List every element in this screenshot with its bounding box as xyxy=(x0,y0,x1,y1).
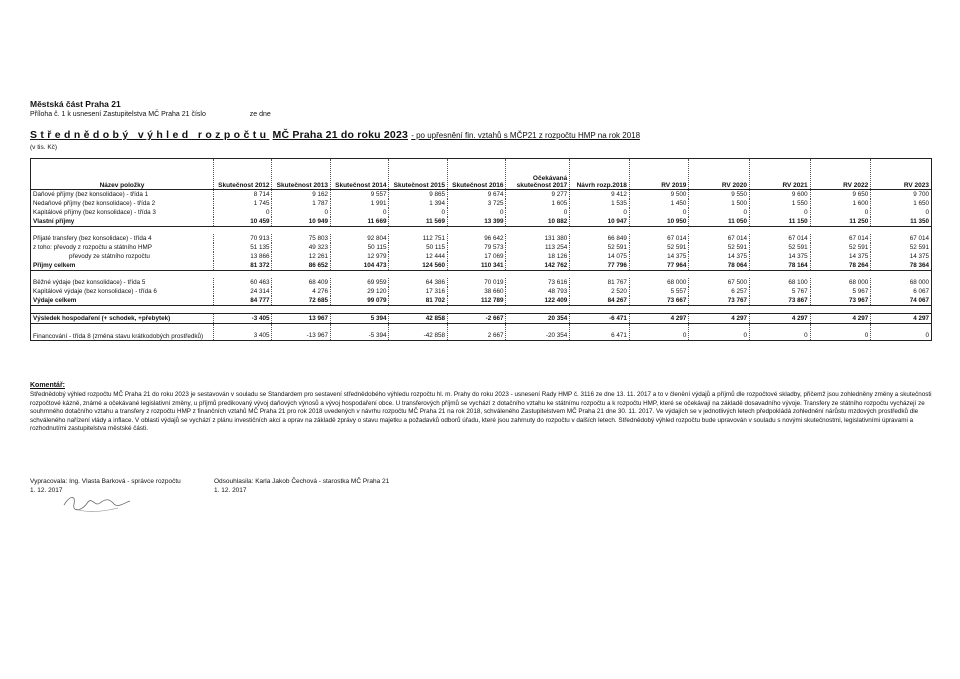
spacer-cell xyxy=(213,306,272,314)
cell-value: 0 xyxy=(871,324,932,341)
table-row xyxy=(31,208,932,217)
spacer-cell xyxy=(629,306,689,314)
cell-value: 52 591 xyxy=(810,243,871,252)
table-row xyxy=(31,199,932,208)
cell-value: 52 591 xyxy=(629,243,689,252)
cell-value: 0 xyxy=(750,324,811,341)
spacer-cell xyxy=(629,271,689,279)
spacer-cell xyxy=(506,271,570,279)
spacer-cell xyxy=(272,306,331,314)
spacer-cell xyxy=(871,227,932,235)
cell-value: 4 297 xyxy=(689,314,750,324)
spacer-cell xyxy=(871,271,932,279)
cell-value: 9 162 xyxy=(272,190,331,200)
cell-value: 12 261 xyxy=(272,252,331,261)
cell-value: 73 767 xyxy=(689,296,750,306)
table-row xyxy=(31,243,932,252)
cell-value: 12 979 xyxy=(330,252,389,261)
cell-value: 1 650 xyxy=(871,199,932,208)
spacer-cell xyxy=(31,306,214,314)
cell-value: 4 276 xyxy=(272,287,331,296)
document-title xyxy=(30,129,640,141)
approved-by-date: 1. 12. 2017 xyxy=(214,487,247,494)
spacer-cell xyxy=(689,227,750,235)
row-label: převody ze státního rozpočtu xyxy=(31,252,214,261)
row-label: Přijaté transfery (bez konsolidace) - třída 4 xyxy=(31,234,214,243)
approved-by-name: Odsouhlasila: Karla Jakob Čechová - starostka MČ Praha 21 xyxy=(214,478,390,485)
spacer-cell xyxy=(750,271,811,279)
cell-value: 73 667 xyxy=(629,296,689,306)
cell-value: 5 394 xyxy=(330,314,389,324)
attachment-suffix: ze dne xyxy=(249,111,271,118)
cell-value: 60 463 xyxy=(213,278,272,287)
cell-value: 104 473 xyxy=(330,261,389,271)
cell-value: 1 450 xyxy=(629,199,689,208)
cell-value: 14 075 xyxy=(570,252,630,261)
column-header: Skutečnost 2012 xyxy=(213,159,272,190)
cell-value: 6 257 xyxy=(689,287,750,296)
spacer-cell xyxy=(31,227,214,235)
cell-value: 9 550 xyxy=(689,190,750,200)
cell-value: 0 xyxy=(689,324,750,341)
cell-value: 68 000 xyxy=(871,278,932,287)
cell-value: 73 967 xyxy=(810,296,871,306)
column-header: RV 2021 xyxy=(750,159,811,190)
cell-value: 38 660 xyxy=(447,287,506,296)
column-header: RV 2019 xyxy=(629,159,689,190)
cell-value: 131 380 xyxy=(506,234,570,243)
cell-value: 96 642 xyxy=(447,234,506,243)
spacer-cell xyxy=(506,306,570,314)
cell-value: 11 669 xyxy=(330,217,389,227)
cell-value: 0 xyxy=(689,208,750,217)
attachment-line xyxy=(30,111,271,118)
cell-value: 10 882 xyxy=(506,217,570,227)
spacer-cell xyxy=(330,271,389,279)
cell-value: 48 793 xyxy=(506,287,570,296)
cell-value: 0 xyxy=(213,208,272,217)
cell-value: 11 350 xyxy=(871,217,932,227)
cell-value: 92 804 xyxy=(330,234,389,243)
cell-value: -6 471 xyxy=(570,314,630,324)
cell-value: 13 399 xyxy=(447,217,506,227)
cell-value: 1 600 xyxy=(810,199,871,208)
cell-value: 0 xyxy=(389,208,448,217)
cell-value: 29 120 xyxy=(330,287,389,296)
cell-value: 9 700 xyxy=(871,190,932,200)
table-row xyxy=(31,234,932,243)
cell-value: 10 949 xyxy=(272,217,331,227)
cell-value: 42 858 xyxy=(389,314,448,324)
column-header: RV 2020 xyxy=(689,159,750,190)
cell-value: 52 591 xyxy=(570,243,630,252)
cell-value: -3 405 xyxy=(213,314,272,324)
cell-value: 50 115 xyxy=(330,243,389,252)
spacer-cell xyxy=(330,306,389,314)
cell-value: 124 560 xyxy=(389,261,448,271)
cell-value: 1 745 xyxy=(213,199,272,208)
cell-value: 84 777 xyxy=(213,296,272,306)
cell-value: 112 751 xyxy=(389,234,448,243)
cell-value: 3 405 xyxy=(213,324,272,341)
cell-value: 4 297 xyxy=(629,314,689,324)
spacer-cell xyxy=(629,227,689,235)
comment-heading: Komentář: xyxy=(30,382,66,389)
title-sub: - po upřesnění fin. vztahů s MČP21 z rozpočtu HMP na rok 2018 xyxy=(411,131,641,140)
cell-value: 67 014 xyxy=(810,234,871,243)
row-label: Výsledek hospodaření (+ schodek, +přebytek) xyxy=(31,314,214,324)
table-row xyxy=(31,217,932,227)
cell-value: 9 865 xyxy=(389,190,448,200)
cell-value: 0 xyxy=(447,208,506,217)
cell-value: 18 126 xyxy=(506,252,570,261)
cell-value: 0 xyxy=(871,208,932,217)
cell-value: 1 394 xyxy=(389,199,448,208)
spacer-cell xyxy=(506,227,570,235)
cell-value: 2 667 xyxy=(447,324,506,341)
cell-value: 1 535 xyxy=(570,199,630,208)
cell-value: 1 550 xyxy=(750,199,811,208)
cell-value: 4 297 xyxy=(750,314,811,324)
cell-value: 0 xyxy=(629,208,689,217)
cell-value: 78 164 xyxy=(750,261,811,271)
cell-value: 52 591 xyxy=(689,243,750,252)
cell-value: 17 069 xyxy=(447,252,506,261)
row-label: Běžné výdaje (bez konsolidace) - třída 5 xyxy=(31,278,214,287)
cell-value: 67 014 xyxy=(629,234,689,243)
cell-value: 13 866 xyxy=(213,252,272,261)
column-header: Skutečnost 2016 xyxy=(447,159,506,190)
column-header: Návrh rozp.2018 xyxy=(570,159,630,190)
cell-value: 77 796 xyxy=(570,261,630,271)
cell-value: 11 150 xyxy=(750,217,811,227)
spacer-cell xyxy=(447,227,506,235)
cell-value: 5 557 xyxy=(629,287,689,296)
cell-value: 10 950 xyxy=(629,217,689,227)
cell-value: 112 789 xyxy=(447,296,506,306)
cell-value: 5 967 xyxy=(810,287,871,296)
spacer-cell xyxy=(750,306,811,314)
cell-value: 10 947 xyxy=(570,217,630,227)
cell-value: 67 500 xyxy=(689,278,750,287)
cell-value: 4 297 xyxy=(871,314,932,324)
cell-value: 75 803 xyxy=(272,234,331,243)
cell-value: 49 323 xyxy=(272,243,331,252)
row-label: z toho: převody z rozpočtu a státního HMP xyxy=(31,243,214,252)
spacer-cell xyxy=(689,271,750,279)
cell-value: 110 341 xyxy=(447,261,506,271)
spacer-cell xyxy=(330,227,389,235)
row-label: Kapitálové příjmy (bez konsolidace) - třída 3 xyxy=(31,208,214,217)
cell-value: 67 014 xyxy=(689,234,750,243)
cell-value: -20 354 xyxy=(506,324,570,341)
cell-value: 74 067 xyxy=(871,296,932,306)
row-label: Výdaje celkem xyxy=(31,296,214,306)
budget-table xyxy=(30,158,932,341)
cell-value: 52 591 xyxy=(871,243,932,252)
spacer-row xyxy=(31,306,932,314)
cell-value: 0 xyxy=(506,208,570,217)
spacer-cell xyxy=(750,227,811,235)
cell-value: 73 867 xyxy=(750,296,811,306)
cell-value: 113 254 xyxy=(506,243,570,252)
cell-value: 14 375 xyxy=(689,252,750,261)
cell-value: 11 569 xyxy=(389,217,448,227)
cell-value: 6 067 xyxy=(871,287,932,296)
cell-value: 78 364 xyxy=(871,261,932,271)
cell-value: 1 991 xyxy=(330,199,389,208)
cell-value: 10 459 xyxy=(213,217,272,227)
cell-value: 11 050 xyxy=(689,217,750,227)
spacer-cell xyxy=(570,306,630,314)
cell-value: 12 444 xyxy=(389,252,448,261)
cell-value: -42 858 xyxy=(389,324,448,341)
cell-value: 81 702 xyxy=(389,296,448,306)
cell-value: 0 xyxy=(810,324,871,341)
cell-value: 0 xyxy=(272,208,331,217)
cell-value: 9 557 xyxy=(330,190,389,200)
cell-value: 8 714 xyxy=(213,190,272,200)
cell-value: 84 267 xyxy=(570,296,630,306)
cell-value: 0 xyxy=(330,208,389,217)
cell-value: 70 913 xyxy=(213,234,272,243)
cell-value: 77 964 xyxy=(629,261,689,271)
title-main: MČ Praha 21 do roku 2023 xyxy=(272,129,409,141)
cell-value: 69 959 xyxy=(330,278,389,287)
row-label: Daňové příjmy (bez konsolidace) - třída 1 xyxy=(31,190,214,200)
attachment-prefix: Příloha č. 1 k usnesení Zastupitelstva MČ Praha 21 číslo xyxy=(30,111,206,118)
cell-value: 1 605 xyxy=(506,199,570,208)
prepared-by-name: Vypracovala: Ing. Vlasta Barková - správce rozpočtu xyxy=(30,478,181,485)
row-label: Vlastní příjmy xyxy=(31,217,214,227)
cell-value: 2 520 xyxy=(570,287,630,296)
spacer-cell xyxy=(570,227,630,235)
cell-value: 0 xyxy=(810,208,871,217)
cell-value: 78 264 xyxy=(810,261,871,271)
column-header: RV 2023 xyxy=(871,159,932,190)
cell-value: 64 386 xyxy=(389,278,448,287)
cell-value: 68 100 xyxy=(750,278,811,287)
spacer-cell xyxy=(810,271,871,279)
cell-value: 68 000 xyxy=(810,278,871,287)
cell-value: 67 014 xyxy=(871,234,932,243)
table-row xyxy=(31,261,932,271)
column-header: Očekávaná skutečnost 2017 xyxy=(506,159,570,190)
table-row xyxy=(31,324,932,341)
cell-value: -5 394 xyxy=(330,324,389,341)
cell-value: 14 375 xyxy=(810,252,871,261)
table-row xyxy=(31,278,932,287)
cell-value: 3 725 xyxy=(447,199,506,208)
cell-value: -13 967 xyxy=(272,324,331,341)
prepared-by-date: 1. 12. 2017 xyxy=(30,487,63,494)
column-header: Skutečnost 2014 xyxy=(330,159,389,190)
cell-value: 14 375 xyxy=(750,252,811,261)
title-spaced: Střednědobý výhled rozpočtu xyxy=(30,129,270,141)
cell-value: 52 591 xyxy=(750,243,811,252)
cell-value: 6 471 xyxy=(570,324,630,341)
spacer-cell xyxy=(213,227,272,235)
spacer-cell xyxy=(31,271,214,279)
cell-value: 70 019 xyxy=(447,278,506,287)
approved-by-block xyxy=(214,477,389,495)
cell-value: 1 500 xyxy=(689,199,750,208)
table-row xyxy=(31,252,932,261)
column-header: Skutečnost 2015 xyxy=(389,159,448,190)
cell-value: 0 xyxy=(629,324,689,341)
cell-value: 9 600 xyxy=(750,190,811,200)
cell-value: 142 762 xyxy=(506,261,570,271)
table-row xyxy=(31,190,932,200)
cell-value: 66 849 xyxy=(570,234,630,243)
cell-value: 17 316 xyxy=(389,287,448,296)
unit-label: (v tis. Kč) xyxy=(30,144,58,151)
spacer-cell xyxy=(389,306,448,314)
spacer-cell xyxy=(389,271,448,279)
cell-value: 0 xyxy=(570,208,630,217)
spacer-row xyxy=(31,227,932,235)
cell-value: 99 079 xyxy=(330,296,389,306)
cell-value: 14 375 xyxy=(629,252,689,261)
spacer-cell xyxy=(272,271,331,279)
spacer-cell xyxy=(272,227,331,235)
cell-value: 14 375 xyxy=(871,252,932,261)
cell-value: 1 787 xyxy=(272,199,331,208)
spacer-cell xyxy=(570,271,630,279)
comment-text: Střednědobý výhled rozpočtu MČ Praha 21 do roku 2023 je sestavován v souladu se Standardem pro sestavení střednědobého výhledu rozpočtu hl. m. Prahy do roku 2023 - usnesení Rady HMP č. 3116 ze dne 13. 11. 2017 a to v členění výdajů a příjmů dle rozpočtové skladby, přičemž jsou zohledněny změny a skutečnosti rozpočtové kázně, známé a očekávané legislativní změny, u příjmů predikovaný vývoj daňových výnosů a vývoj hospodaření obce. U transferových příjmů se vychází z dotačního vztahu ke státnímu rozpočtu a k rozpočtu HMP, které se očekávají na základě dosavadního vývoje. Transfery ze státního rozpočtu vycházejí ze souhrnného dotačního vztahu a transfery z rozpočtu HMP z finančních vztahů MČ Praha 21 pro rok 2018 uvedených v návrhu rozpočtu MČ Praha 21 na rok 2018, schváleného Zastupitelstvem MČ Praha 21 dne 30. 11. 2017. Ve výdajích se v jednotlivých letech předpokládá zohlednění nárůstu mzdových prostředků dle schváleného nařízení vlády a inflace. V oblasti výdajů se vychází z plánu investičních akcí a oprav na základě zprávy o stavu majetku a požadavků odborů úřadu, které jsou zahrnuty do rozpočtu v dalších letech. Střednědobý výhled rozpočtu bude upravován v souladu s novými skutečnostmi, legislativními úpravami a rozhodnutími zastupitelstva městské části. xyxy=(30,391,932,433)
column-header-name: Název položky xyxy=(31,159,214,190)
cell-value: 5 767 xyxy=(750,287,811,296)
table-row xyxy=(31,296,932,306)
row-label: Příjmy celkem xyxy=(31,261,214,271)
table-row xyxy=(31,287,932,296)
cell-value: 122 409 xyxy=(506,296,570,306)
cell-value: 11 250 xyxy=(810,217,871,227)
cell-value: 68 000 xyxy=(629,278,689,287)
organization-name: Městská část Praha 21 xyxy=(30,99,121,109)
cell-value: 86 652 xyxy=(272,261,331,271)
cell-value: 9 500 xyxy=(629,190,689,200)
row-label: Financování - třída 8 (změna stavu krátkodobých prostředků) xyxy=(31,324,214,341)
spacer-cell xyxy=(810,306,871,314)
spacer-cell xyxy=(447,306,506,314)
cell-value: 51 135 xyxy=(213,243,272,252)
cell-value: 79 573 xyxy=(447,243,506,252)
cell-value: 68 409 xyxy=(272,278,331,287)
column-header: Skutečnost 2013 xyxy=(272,159,331,190)
cell-value: 24 314 xyxy=(213,287,272,296)
table-row xyxy=(31,314,932,324)
column-header: RV 2022 xyxy=(810,159,871,190)
row-label: Nedaňové příjmy (bez konsolidace) - třída 2 xyxy=(31,199,214,208)
cell-value: 9 277 xyxy=(506,190,570,200)
cell-value: 9 674 xyxy=(447,190,506,200)
cell-value: 78 064 xyxy=(689,261,750,271)
spacer-cell xyxy=(689,306,750,314)
cell-value: 9 650 xyxy=(810,190,871,200)
handwritten-signature xyxy=(62,491,132,515)
spacer-row xyxy=(31,271,932,279)
cell-value: 9 412 xyxy=(570,190,630,200)
spacer-cell xyxy=(213,271,272,279)
cell-value: 20 354 xyxy=(506,314,570,324)
cell-value: 81 372 xyxy=(213,261,272,271)
cell-value: 0 xyxy=(750,208,811,217)
cell-value: 13 967 xyxy=(272,314,331,324)
spacer-cell xyxy=(389,227,448,235)
row-label: Kapitálové výdaje (bez konsolidace) - třída 6 xyxy=(31,287,214,296)
cell-value: 50 115 xyxy=(389,243,448,252)
cell-value: 67 014 xyxy=(750,234,811,243)
spacer-cell xyxy=(871,306,932,314)
cell-value: 81 767 xyxy=(570,278,630,287)
cell-value: 72 685 xyxy=(272,296,331,306)
spacer-cell xyxy=(810,227,871,235)
cell-value: -2 667 xyxy=(447,314,506,324)
table-header-row xyxy=(31,159,932,190)
spacer-cell xyxy=(447,271,506,279)
cell-value: 4 297 xyxy=(810,314,871,324)
cell-value: 73 616 xyxy=(506,278,570,287)
